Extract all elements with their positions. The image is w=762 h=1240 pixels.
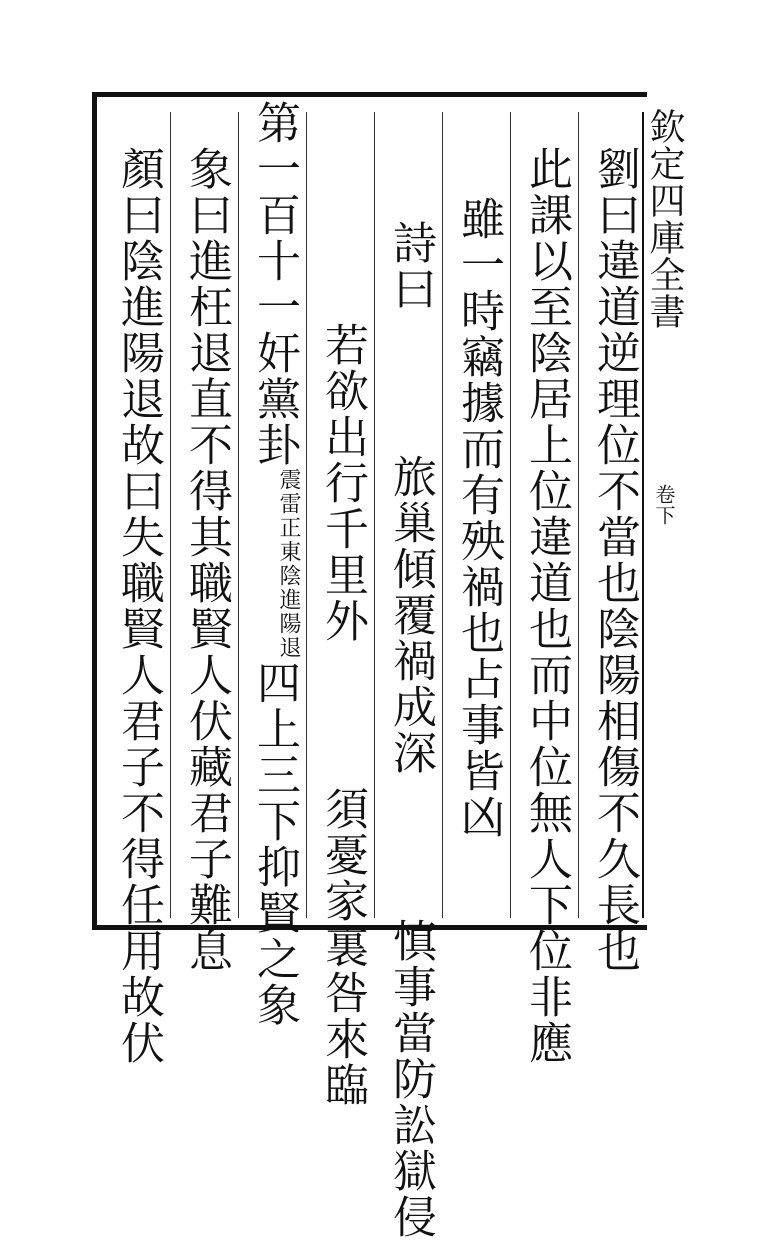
column-rule — [306, 112, 307, 918]
annotation-left: 震雷正東 — [276, 468, 301, 564]
text-column-4 — [384, 220, 436, 1240]
annotation-pair — [276, 468, 300, 660]
chapter-heading: 第一百十一奸黨卦 — [249, 100, 300, 468]
column-rule — [374, 112, 375, 918]
text-column-8: 顏曰陰進陽退故曰失職賢人君子不得任用故伏 — [113, 146, 164, 1066]
poem-heading: 詩曰 — [385, 220, 436, 312]
text-column-7: 象曰進枉退直不得其職賢人伏藏君子難息 — [181, 146, 232, 974]
text-column-2: 此課以至陰居上位違道也而中位無人下位非應 — [521, 146, 572, 1066]
volume-label: 卷下 — [652, 484, 676, 526]
chapter-desc: 四上三下抑賢之象 — [249, 660, 300, 1028]
column-rule — [578, 112, 579, 918]
poem-line-2: 慎事當防訟獄侵 — [385, 918, 436, 1240]
column-rule — [510, 112, 511, 918]
poem-line-1: 旅巢傾覆禍成深 — [385, 454, 436, 776]
annotation-right: 陰進陽退 — [276, 564, 301, 660]
text-column-1: 劉曰違道逆理位不當也陰陽相傷不久長也 — [589, 146, 640, 974]
text-column-6 — [248, 100, 300, 1028]
column-rule — [238, 112, 239, 918]
column-rule — [442, 112, 443, 918]
poem-line-3: 若欲出行千里外 — [317, 322, 368, 644]
text-column-3: 雖一時竊據而有殃禍也占事皆凶 — [453, 196, 504, 840]
margin-title — [645, 108, 683, 526]
book-title: 欽定四庫全書 — [644, 108, 685, 330]
poem-line-4: 須憂家裏咎來臨 — [317, 786, 368, 1108]
text-column-5 — [316, 322, 368, 1108]
column-rule — [170, 112, 171, 918]
